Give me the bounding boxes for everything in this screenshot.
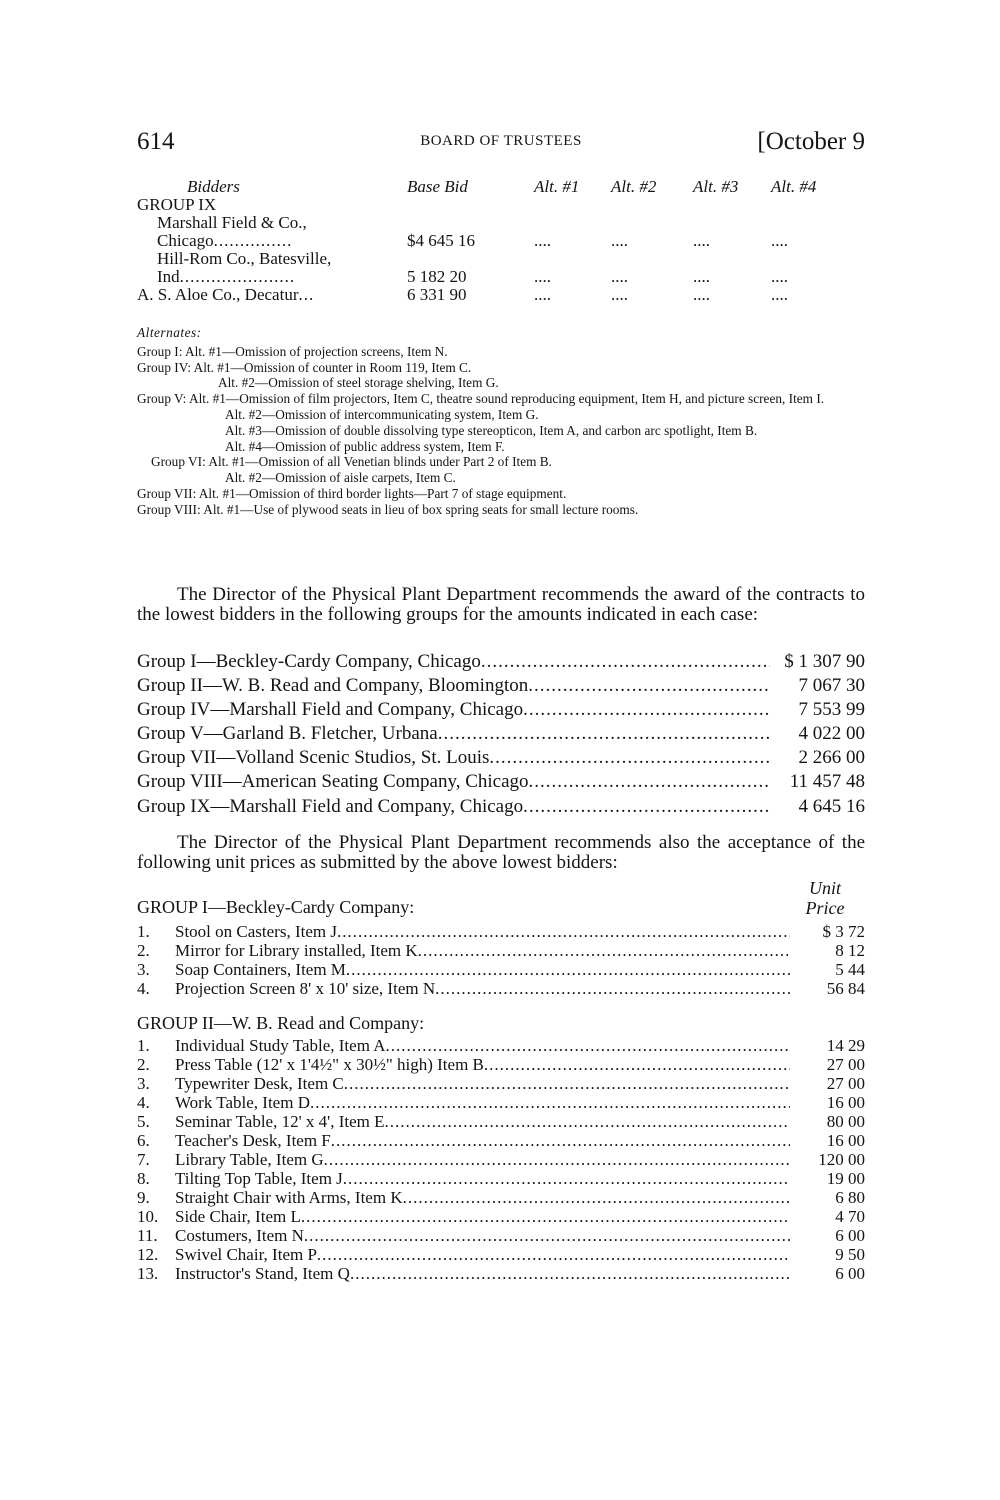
item-price: 4 70	[835, 1207, 865, 1226]
item-price: 120 00	[818, 1150, 865, 1169]
item-price: 5 44	[835, 960, 865, 979]
alternate-line: Group I: Alt. #1—Omission of projection screens, Item N.	[137, 343, 448, 359]
award-amount: 4 645 16	[798, 795, 865, 817]
group-2-heading: GROUP II—W. B. Read and Company:	[137, 1013, 425, 1033]
award-amount: 7 553 99	[798, 699, 865, 721]
award-label: Group IV—Marshall Field and Company, Chicago	[137, 699, 524, 721]
award-amount: $ 1 307 90	[784, 651, 865, 672]
item-label: 6. Teacher's Desk, Item F	[137, 1131, 331, 1150]
alt-2-value: ....	[611, 231, 628, 250]
award-label: Group VIII—American Seating Company, Chicago	[137, 771, 529, 793]
award-label: Group VII—Volland Scenic Studios, St. Louis	[137, 747, 490, 769]
item-label: 2. Press Table (12' x 1'4½" x 30½" high) Item B	[137, 1055, 484, 1074]
alternate-line: Alt. #4—Omission of public address system, Item F.	[225, 438, 505, 454]
item-price: 9 50	[835, 1245, 865, 1264]
col-alt-2: Alt. #2	[611, 177, 657, 196]
header-date: [October 9	[757, 128, 865, 155]
running-header	[137, 128, 865, 162]
col-bidders: Bidders	[187, 177, 240, 196]
alt-4-value: ....	[771, 231, 788, 250]
item-label: 13. Instructor's Stand, Item Q	[137, 1264, 350, 1283]
list-item	[137, 1150, 865, 1169]
unit-price-heading	[785, 878, 865, 918]
alt-2-value: ....	[611, 267, 628, 286]
award-label: Group I—Beckley-Cardy Company, Chicago	[137, 651, 481, 672]
alt-3-value: ....	[693, 231, 710, 250]
base-bid-value: $4 645 16	[407, 231, 475, 250]
alternate-line: Group VI: Alt. #1—Omission of all Venetian blinds under Part 2 of Item B.	[151, 454, 552, 470]
bidder-name-line2: Ind......................	[157, 268, 296, 286]
list-item	[137, 1074, 865, 1093]
table-header-row	[137, 178, 867, 196]
list-item	[137, 1207, 865, 1226]
table-row	[137, 268, 867, 286]
list-item	[137, 1112, 865, 1131]
col-alt-3: Alt. #3	[693, 177, 739, 196]
item-price: 80 00	[826, 1112, 865, 1131]
unit-price-label-2: Price	[805, 898, 845, 918]
alternate-line: Alt. #2—Omission of steel storage shelving, Item G.	[218, 375, 499, 391]
bidder-name-line2: Chicago...............	[157, 232, 293, 250]
item-label: 4. Work Table, Item D	[137, 1093, 310, 1112]
alternate-line: Group VIII: Alt. #1—Use of plywood seats in lieu of box spring seats for small lecture rooms.	[137, 501, 639, 517]
col-alt-4: Alt. #4	[771, 177, 817, 196]
item-label: 1. Individual Study Table, Item A	[137, 1036, 386, 1055]
item-label: 3. Soap Containers, Item M	[137, 960, 346, 979]
list-item	[137, 1188, 865, 1207]
alternate-line: Group V: Alt. #1—Omission of film projectors, Item C, theatre sound reproducing equipment, Item H, and picture screen, Item I.	[137, 391, 825, 407]
alternate-line: Group VII: Alt. #1—Omission of third border lights—Part 7 of stage equipment.	[137, 485, 567, 501]
group-1-heading-block	[137, 878, 865, 920]
list-item	[137, 941, 865, 960]
list-item	[137, 1264, 865, 1283]
alternate-line: Group IV: Alt. #1—Omission of counter in Room 119, Item C.	[137, 359, 472, 375]
paragraph-text: The Director of the Physical Plant Department recommends also the acceptance of the following unit prices as submitted by the above lowest bidders:	[137, 832, 865, 873]
item-label: 3. Typewriter Desk, Item C	[137, 1074, 344, 1093]
list-item	[137, 1093, 865, 1112]
item-label: 4. Projection Screen 8' x 10' size, Item N	[137, 979, 436, 998]
header-title: BOARD OF TRUSTEES	[420, 133, 582, 149]
item-price: 6 00	[835, 1264, 865, 1283]
list-item	[137, 722, 865, 746]
alternates-section	[137, 325, 865, 518]
list-item	[137, 795, 865, 819]
award-amount: 11 457 48	[789, 771, 865, 793]
list-item	[137, 922, 865, 941]
table-row	[137, 250, 867, 268]
alt-1-value: ....	[534, 285, 551, 304]
alt-2-value: ....	[611, 285, 628, 304]
list-item	[137, 1131, 865, 1150]
award-amount: 7 067 30	[798, 675, 865, 697]
alt-4-value: ....	[771, 285, 788, 304]
base-bid-value: 6 331 90	[407, 285, 467, 304]
item-label: 5. Seminar Table, 12' x 4', Item E	[137, 1112, 385, 1131]
award-label: Group V—Garland B. Fletcher, Urbana	[137, 723, 438, 745]
list-item	[137, 1245, 865, 1264]
item-label: 7. Library Table, Item G	[137, 1150, 324, 1169]
list-item	[137, 650, 865, 674]
item-price: 56 84	[826, 979, 865, 998]
group-1-items	[137, 922, 865, 998]
item-price: 6 00	[835, 1226, 865, 1245]
award-label: Group IX—Marshall Field and Company, Chicago	[137, 795, 524, 817]
item-price: 14 29	[826, 1036, 865, 1055]
list-item	[137, 960, 865, 979]
group-label	[137, 196, 867, 214]
list-item	[137, 674, 865, 698]
list-item	[137, 698, 865, 722]
item-label: 1. Stool on Casters, Item J	[137, 922, 337, 941]
alt-3-value: ....	[693, 267, 710, 286]
base-bid-value: 5 182 20	[407, 267, 467, 286]
item-price: 19 00	[826, 1169, 865, 1188]
item-label: 11. Costumers, Item N	[137, 1226, 304, 1245]
awards-list	[137, 650, 865, 819]
group-1-heading: GROUP I—Beckley-Cardy Company:	[137, 897, 415, 917]
alternates-label: Alternates:	[137, 325, 202, 340]
item-label: 12. Swivel Chair, Item P	[137, 1245, 317, 1264]
award-label: Group II—W. B. Read and Company, Bloomington	[137, 675, 529, 697]
list-item	[137, 746, 865, 770]
alternate-line: Alt. #3—Omission of double dissolving type stereopticon, Item A, and carbon arc spotlight, Item B.	[225, 422, 758, 438]
alt-4-value: ....	[771, 267, 788, 286]
page-number: 614	[137, 128, 175, 155]
item-price: 16 00	[826, 1131, 865, 1150]
alternate-line: Alt. #2—Omission of aisle carpets, Item C.	[225, 470, 456, 486]
item-price: 6 80	[835, 1188, 865, 1207]
item-price: 8 12	[835, 941, 865, 960]
award-amount: 2 266 00	[798, 747, 865, 769]
item-label: 8. Tilting Top Table, Item J	[137, 1169, 343, 1188]
alt-1-value: ....	[534, 267, 551, 286]
col-alt-1: Alt. #1	[534, 177, 580, 196]
item-price: 16 00	[826, 1093, 865, 1112]
list-item	[137, 1226, 865, 1245]
table-row	[137, 214, 867, 232]
award-amount: 4 022 00	[798, 723, 865, 745]
alternate-line: Alt. #2—Omission of intercommunicating system, Item G.	[225, 406, 539, 422]
group-ix-label: GROUP IX	[137, 195, 217, 214]
item-label: 10. Side Chair, Item L	[137, 1207, 301, 1226]
list-item	[137, 1036, 865, 1055]
bidder-name-line1: Marshall Field & Co.,	[157, 214, 307, 232]
paragraph-text: The Director of the Physical Plant Department recommends the award of the contracts to the lowest bidders in the following groups for the amounts indicated in each case:	[137, 584, 865, 625]
alt-3-value: ....	[693, 285, 710, 304]
table-row	[137, 286, 867, 304]
list-item	[137, 770, 865, 794]
item-price: 27 00	[826, 1055, 865, 1074]
bidder-name-line2: A. S. Aloe Co., Decatur...	[137, 286, 315, 304]
paragraph-award	[137, 585, 865, 625]
paragraph-unit-prices	[137, 833, 865, 873]
item-label: 9. Straight Chair with Arms, Item K	[137, 1188, 403, 1207]
item-label: 2. Mirror for Library installed, Item K	[137, 941, 418, 960]
list-item	[137, 1169, 865, 1188]
alt-1-value: ....	[534, 231, 551, 250]
item-price: 27 00	[826, 1074, 865, 1093]
list-item	[137, 1055, 865, 1074]
col-base-bid: Base Bid	[407, 177, 468, 196]
bidders-table	[137, 178, 867, 304]
list-item	[137, 979, 865, 998]
table-row	[137, 232, 867, 250]
item-price: $ 3 72	[822, 922, 865, 941]
bidder-name-line1: Hill-Rom Co., Batesville,	[157, 250, 332, 268]
unit-price-label-1: Unit	[808, 878, 841, 898]
group-2-items	[137, 1036, 865, 1283]
